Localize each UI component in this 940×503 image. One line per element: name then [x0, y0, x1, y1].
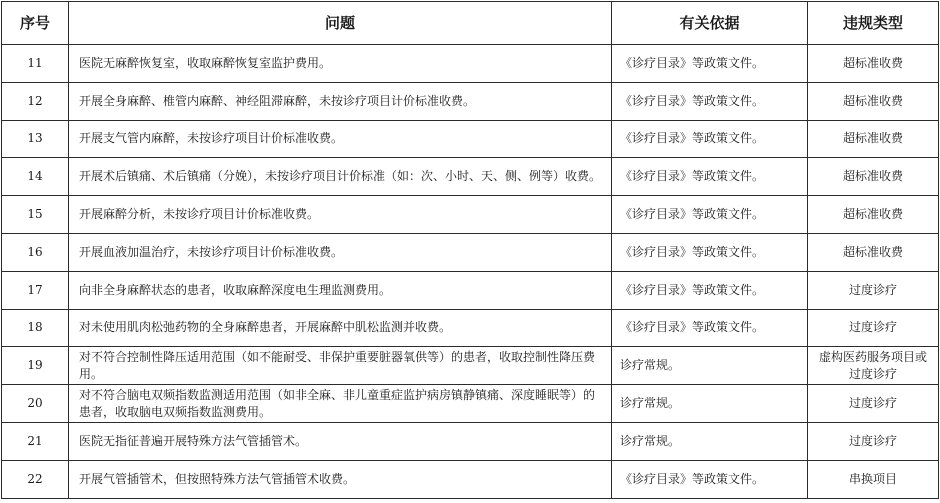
cell-basis: 诊疗常规。 — [612, 347, 808, 385]
cell-type: 串换项目 — [808, 460, 939, 498]
table-header — [2, 2, 939, 45]
table-row — [2, 422, 939, 460]
cell-type: 超标准收费 — [808, 45, 939, 83]
cell-issue: 开展气管插管术，但按照特殊方法气管插管术收费。 — [69, 460, 612, 498]
cell-issue: 开展麻醉分析，未按诊疗项目计价标准收费。 — [69, 196, 612, 234]
cell-basis: 《诊疗目录》等政策文件。 — [612, 460, 808, 498]
cell-no: 21 — [2, 422, 69, 460]
table-row — [2, 347, 939, 385]
cell-basis: 《诊疗目录》等政策文件。 — [612, 82, 808, 120]
cell-basis: 《诊疗目录》等政策文件。 — [612, 196, 808, 234]
cell-issue: 医院无麻醉恢复室，收取麻醉恢复室监护费用。 — [69, 45, 612, 83]
cell-issue: 对不符合脑电双频指数监测适用范围（如非全麻、非儿童重症监护病房镇静镇痛、深度睡眠等）的患者，收取脑电双频指数监测费用。 — [69, 385, 612, 423]
cell-basis: 诊疗常规。 — [612, 385, 808, 423]
cell-no: 14 — [2, 158, 69, 196]
table-row — [2, 82, 939, 120]
cell-issue: 开展血液加温治疗，未按诊疗项目计价标准收费。 — [69, 233, 612, 271]
cell-type: 超标准收费 — [808, 158, 939, 196]
cell-type: 超标准收费 — [808, 196, 939, 234]
table-row — [2, 196, 939, 234]
cell-no: 22 — [2, 460, 69, 498]
table-row — [2, 233, 939, 271]
cell-no: 20 — [2, 385, 69, 423]
cell-issue: 对不符合控制性降压适用范围（如不能耐受、非保护重要脏器氧供等）的患者，收取控制性降压费用。 — [69, 347, 612, 385]
table-row — [2, 120, 939, 158]
cell-issue: 开展全身麻醉、椎管内麻醉、神经阻滞麻醉，未按诊疗项目计价标准收费。 — [69, 82, 612, 120]
cell-no: 11 — [2, 45, 69, 83]
violation-table — [1, 1, 939, 499]
cell-basis: 诊疗常规。 — [612, 422, 808, 460]
table-row — [2, 271, 939, 309]
cell-type: 虚构医药服务项目或过度诊疗 — [808, 347, 939, 385]
cell-no: 12 — [2, 82, 69, 120]
table-row — [2, 45, 939, 83]
cell-no: 15 — [2, 196, 69, 234]
cell-basis: 《诊疗目录》等政策文件。 — [612, 233, 808, 271]
table-row — [2, 385, 939, 423]
cell-issue: 医院无指征普遍开展特殊方法气管插管术。 — [69, 422, 612, 460]
table-row — [2, 158, 939, 196]
cell-issue: 对未使用肌肉松弛药物的全身麻醉患者，开展麻醉中肌松监测并收费。 — [69, 309, 612, 347]
cell-basis: 《诊疗目录》等政策文件。 — [612, 271, 808, 309]
cell-no: 13 — [2, 120, 69, 158]
header-row — [2, 2, 939, 45]
cell-type: 过度诊疗 — [808, 385, 939, 423]
cell-type: 超标准收费 — [808, 82, 939, 120]
cell-issue: 向非全身麻醉状态的患者，收取麻醉深度电生理监测费用。 — [69, 271, 612, 309]
header-type: 违规类型 — [808, 2, 939, 45]
cell-basis: 《诊疗目录》等政策文件。 — [612, 45, 808, 83]
cell-type: 过度诊疗 — [808, 422, 939, 460]
cell-basis: 《诊疗目录》等政策文件。 — [612, 309, 808, 347]
header-basis: 有关依据 — [612, 2, 808, 45]
cell-no: 18 — [2, 309, 69, 347]
table-row — [2, 309, 939, 347]
cell-type: 超标准收费 — [808, 233, 939, 271]
cell-basis: 《诊疗目录》等政策文件。 — [612, 158, 808, 196]
cell-issue: 开展术后镇痛、术后镇痛（分娩），未按诊疗项目计价标准（如：次、小时、天、侧、例等）收费。 — [69, 158, 612, 196]
cell-no: 16 — [2, 233, 69, 271]
cell-type: 过度诊疗 — [808, 271, 939, 309]
header-issue: 问题 — [69, 2, 612, 45]
cell-type: 超标准收费 — [808, 120, 939, 158]
cell-no: 19 — [2, 347, 69, 385]
cell-no: 17 — [2, 271, 69, 309]
cell-basis: 《诊疗目录》等政策文件。 — [612, 120, 808, 158]
cell-type: 过度诊疗 — [808, 309, 939, 347]
table-row — [2, 460, 939, 498]
cell-issue: 开展支气管内麻醉，未按诊疗项目计价标准收费。 — [69, 120, 612, 158]
table-body — [2, 45, 939, 499]
header-no: 序号 — [2, 2, 69, 45]
